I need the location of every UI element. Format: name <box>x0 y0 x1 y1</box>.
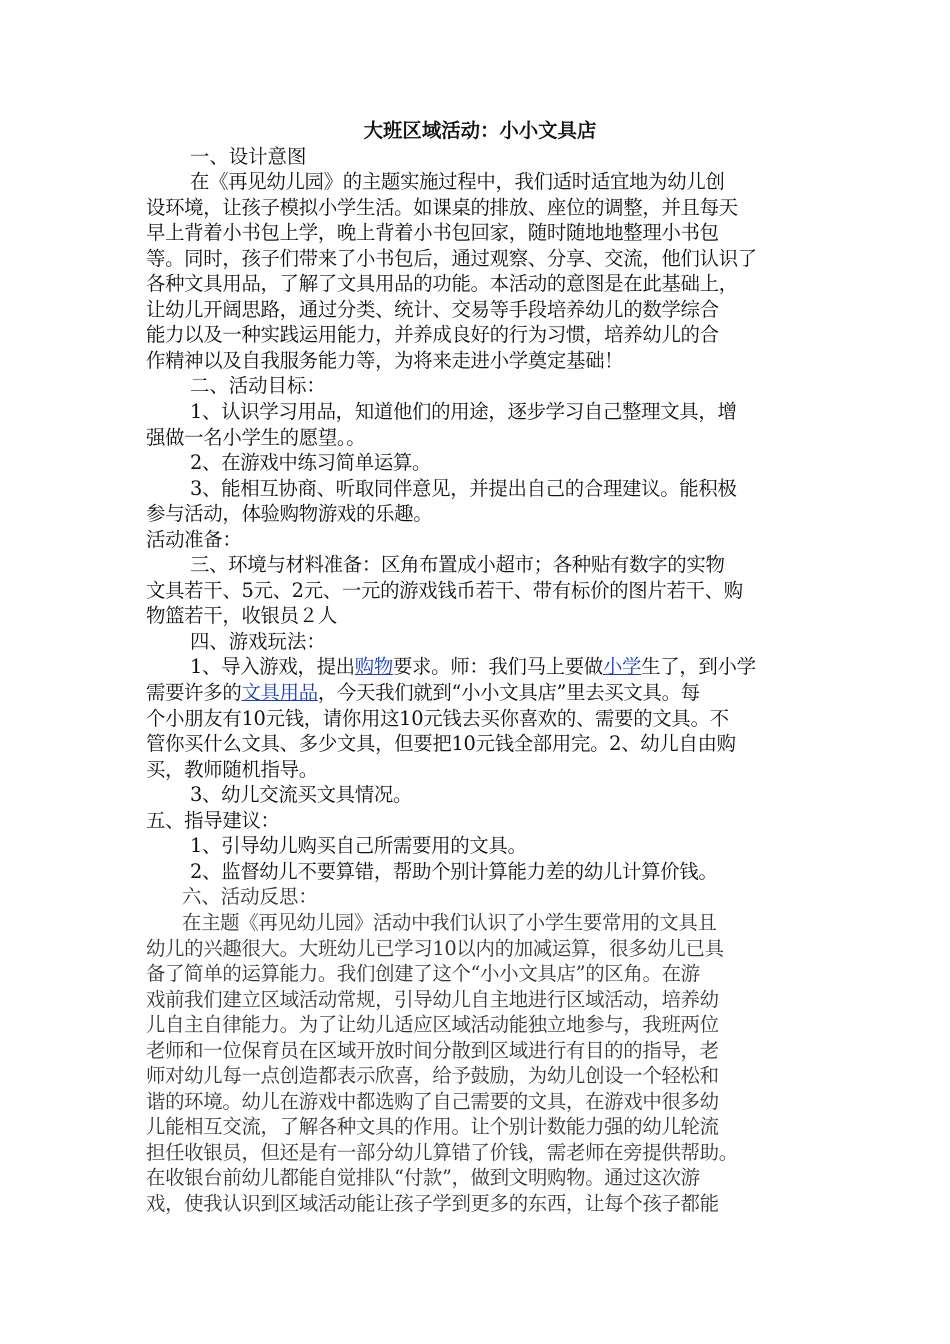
goal-3-line: 参与活动，体验购物游戏的乐趣。 <box>146 502 433 526</box>
text-run: 需要许多的 <box>146 681 242 705</box>
paragraph-line: 戏，使我认识到区域活动能让孩子学到更多的东西，让每个孩子都能 <box>146 1191 719 1215</box>
paragraph-line: 老师和一位保育员在区域开放时间分散到区域进行有目的的指导，老 <box>146 1038 719 1062</box>
reflection-paragraph <box>146 910 814 1217</box>
paragraph-line: 备了简单的运算能力。我们创建了这个“小小文具店”的区角。在游 <box>146 962 700 986</box>
paragraph-line: 谐的环境。幼儿在游戏中都选购了自己需要的文具，在游戏中很多幼 <box>146 1089 719 1113</box>
document-title: 大班区域活动：小小文具店 <box>363 119 597 142</box>
materials-line: 文具若干、5元、2元、一元的游戏钱币若干、带有标价的图片若干、购 <box>146 578 743 602</box>
paragraph-line: 能力以及一种实践运用能力，并养成良好的行为习惯，培养幼儿的合 <box>146 323 719 347</box>
materials-line: 三、环境与材料准备：区角布置成小超市；各种贴有数字的实物 <box>190 553 725 577</box>
paragraph-line: 在主题《再见幼儿园》活动中我们认识了小学生要常用的文具且 <box>182 910 717 934</box>
section-heading-design-intent: 一、设计意图 <box>190 144 307 168</box>
game-play-line <box>146 680 814 706</box>
goal-3-line: 3、能相互协商、听取同伴意见，并提出自己的合理建议。能积极 <box>190 476 737 500</box>
goal-1-line: 强做一名小学生的愿望。。 <box>146 425 366 449</box>
section-heading-activity-goals: 二、活动目标： <box>190 374 326 398</box>
goal-2: 2、在游戏中练习简单运算。 <box>190 451 432 475</box>
text-run: 生了，到小学 <box>641 655 756 679</box>
paragraph-line: 在收银台前幼儿都能自觉排队“付款”，做到文明购物。通过这次游 <box>146 1166 700 1190</box>
game-play-line: 管你买什么文具、多少文具，但要把10元钱全部用完。2、幼儿自由购 <box>146 732 736 756</box>
paragraph-line: 担任收银员，但还是有一部分幼儿算错了价钱，需老师在旁提供帮助。 <box>146 1140 738 1164</box>
paragraph-line: 作精神以及自我服务能力等，为将来走进小学奠定基础！ <box>146 348 624 372</box>
game-play-step-3: 3、幼儿交流买文具情况。 <box>190 783 413 807</box>
game-play-line: 个小朋友有10元钱，请你用这10元钱去买你喜欢的、需要的文具。不 <box>146 706 729 730</box>
text-run: ，今天我们就到“小小文具店”里去买文具。每 <box>317 681 700 705</box>
text-run: 1、导入游戏，提出 <box>190 655 355 679</box>
design-intent-paragraph <box>146 169 814 373</box>
materials-line: 物篮若干，收银员２人 <box>146 604 337 628</box>
section-heading-guidance: 五、指导建议： <box>146 808 280 832</box>
paragraph-line: 师对幼儿每一点创造都表示欣喜，给予鼓励，为幼儿创设一个轻松和 <box>146 1064 719 1088</box>
document-page <box>146 118 814 1217</box>
paragraph-line: 各种文具用品，了解了文具用品的功能。本活动的意图是在此基础上， <box>146 272 738 296</box>
game-play-line: 买，教师随机指导。 <box>146 757 318 781</box>
paragraph-line: 戏前我们建立区域活动常规，引导幼儿自主地进行区域活动，培养幼 <box>146 987 719 1011</box>
section-heading-game-play: 四、游戏玩法： <box>190 629 326 653</box>
link-stationery[interactable]: 文具用品 <box>241 681 318 705</box>
guidance-item: 1、引导幼儿购买自己所需要用的文具。 <box>190 834 527 858</box>
paragraph-line: 幼儿的兴趣很大。大班幼儿已学习10以内的加减运算，很多幼儿已具 <box>146 936 724 960</box>
game-play-line <box>146 654 814 680</box>
paragraph-line: 设环境，让孩子模拟小学生活。如课桌的排放、座位的调整，并且每天 <box>146 195 738 219</box>
paragraph-line: 儿自主自律能力。为了让幼儿适应区域活动能独立地参与，我班两位 <box>146 1013 719 1037</box>
paragraph-line: 等。同时，孩子们带来了小书包后，通过观察、分享、交流，他们认识了 <box>146 246 757 270</box>
activity-preparation-label: 活动准备： <box>146 527 242 551</box>
guidance-item: 2、监督幼儿不要算错，帮助个别计算能力差的幼儿计算价钱。 <box>190 859 718 883</box>
paragraph-line: 儿能相互交流，了解各种文具的作用。让个别计数能力强的幼儿轮流 <box>146 1115 719 1139</box>
paragraph-line: 让幼儿开阔思路，通过分类、统计、交易等手段培养幼儿的数学综合 <box>146 297 719 321</box>
link-primary-school[interactable]: 小学 <box>602 655 642 679</box>
section-heading-reflection: 六、活动反思： <box>182 885 318 909</box>
link-shopping[interactable]: 购物 <box>354 655 393 679</box>
paragraph-line: 早上背着小书包上学，晚上背着小书包回家，随时随地地整理小书包 <box>146 221 719 245</box>
goal-1-line: 1、认识学习用品，知道他们的用途，逐步学习自己整理文具，增 <box>190 400 737 424</box>
paragraph-line: 在《再见幼儿园》的主题实施过程中，我们适时适宜地为幼儿创 <box>190 170 725 194</box>
text-run: 要求。师：我们马上要做 <box>392 655 603 679</box>
